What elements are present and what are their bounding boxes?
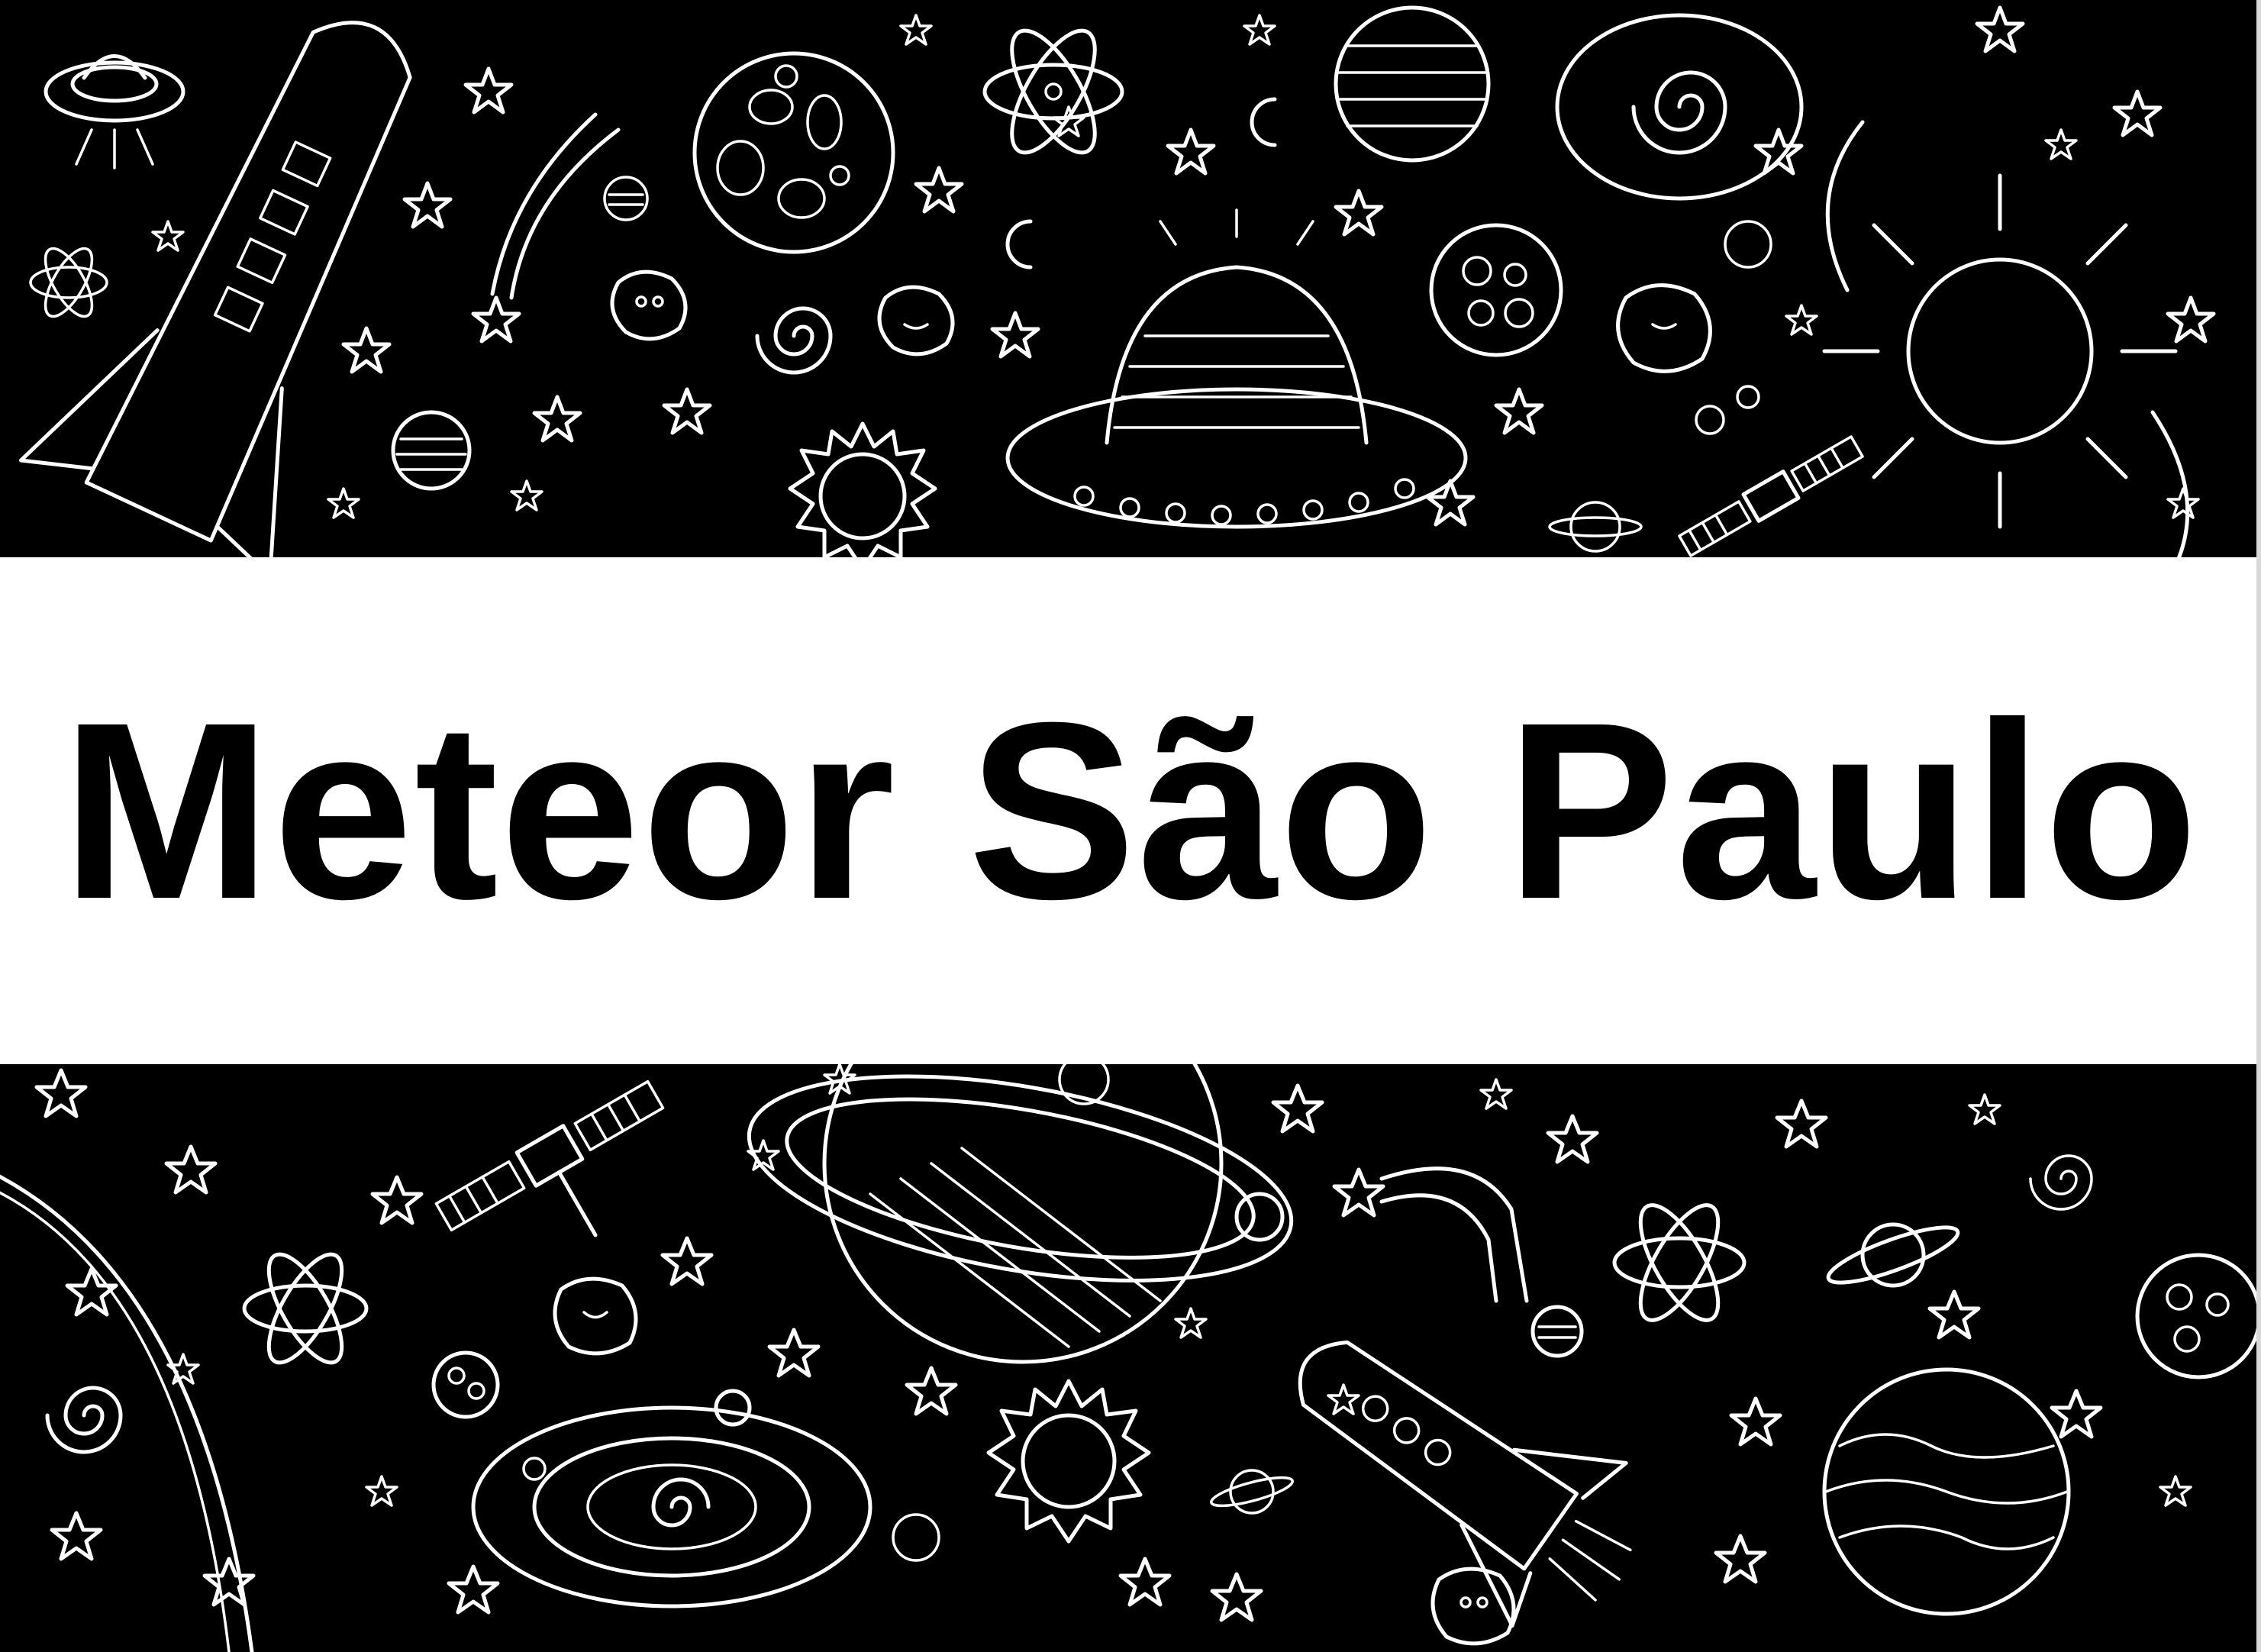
comet-icon — [1334, 1169, 1527, 1301]
planet-icon — [1533, 1307, 1582, 1356]
spiral-galaxy-icon — [757, 308, 831, 373]
planet-icon — [1237, 1194, 1282, 1240]
sun-icon — [989, 1381, 1149, 1541]
rocket-icon — [1250, 1279, 1676, 1652]
space-doodle-band-bottom — [0, 1064, 2261, 1652]
asteroid-icon — [555, 1279, 636, 1354]
shooting-star-icon — [473, 115, 618, 341]
saturn-icon — [734, 1064, 1307, 1362]
atom-icon — [244, 1244, 366, 1373]
atom-icon — [31, 242, 107, 324]
space-doodle-band-top — [0, 0, 2261, 557]
title-banner — [0, 557, 2261, 1064]
spiral-galaxy-icon — [1557, 15, 1801, 198]
planet-icon — [2137, 1255, 2259, 1377]
spiral-galaxy-icon — [47, 1388, 121, 1452]
atom-icon — [1614, 1194, 1744, 1331]
atom-icon — [985, 19, 1122, 165]
moon-icon — [1252, 99, 1275, 145]
satellite-icon — [1677, 434, 1864, 557]
planet-icon — [1824, 1217, 1963, 1292]
sun-icon — [790, 424, 935, 557]
planet-icon — [393, 412, 469, 489]
spiral-galaxy-icon — [2030, 1156, 2092, 1209]
asteroid-icon — [612, 272, 685, 339]
solar-system-icon — [473, 1391, 870, 1606]
asteroid-icon — [879, 287, 953, 354]
planet-icon — [1209, 1470, 1295, 1513]
rocket-icon — [21, 0, 498, 557]
planet-icon — [1550, 502, 1641, 551]
planet-icon — [1336, 8, 1489, 160]
title-text: Meteor São Paulo — [61, 670, 2200, 951]
ufo-icon — [46, 56, 183, 169]
planet-icon — [893, 1515, 939, 1560]
planet-icon — [1431, 225, 1561, 355]
planet-icon — [605, 177, 647, 220]
right-edge-border — [2256, 0, 2261, 1652]
ufo-icon — [1008, 210, 1466, 527]
planet-icon — [1725, 221, 1771, 267]
satellite-icon — [434, 1078, 702, 1296]
moon-icon — [1008, 221, 1031, 267]
planet-icon — [1824, 1370, 2069, 1614]
sun-icon — [1824, 122, 2188, 557]
planet-icon — [695, 53, 893, 252]
planet-icon — [434, 1353, 498, 1417]
asteroid-icon — [1618, 286, 1759, 434]
